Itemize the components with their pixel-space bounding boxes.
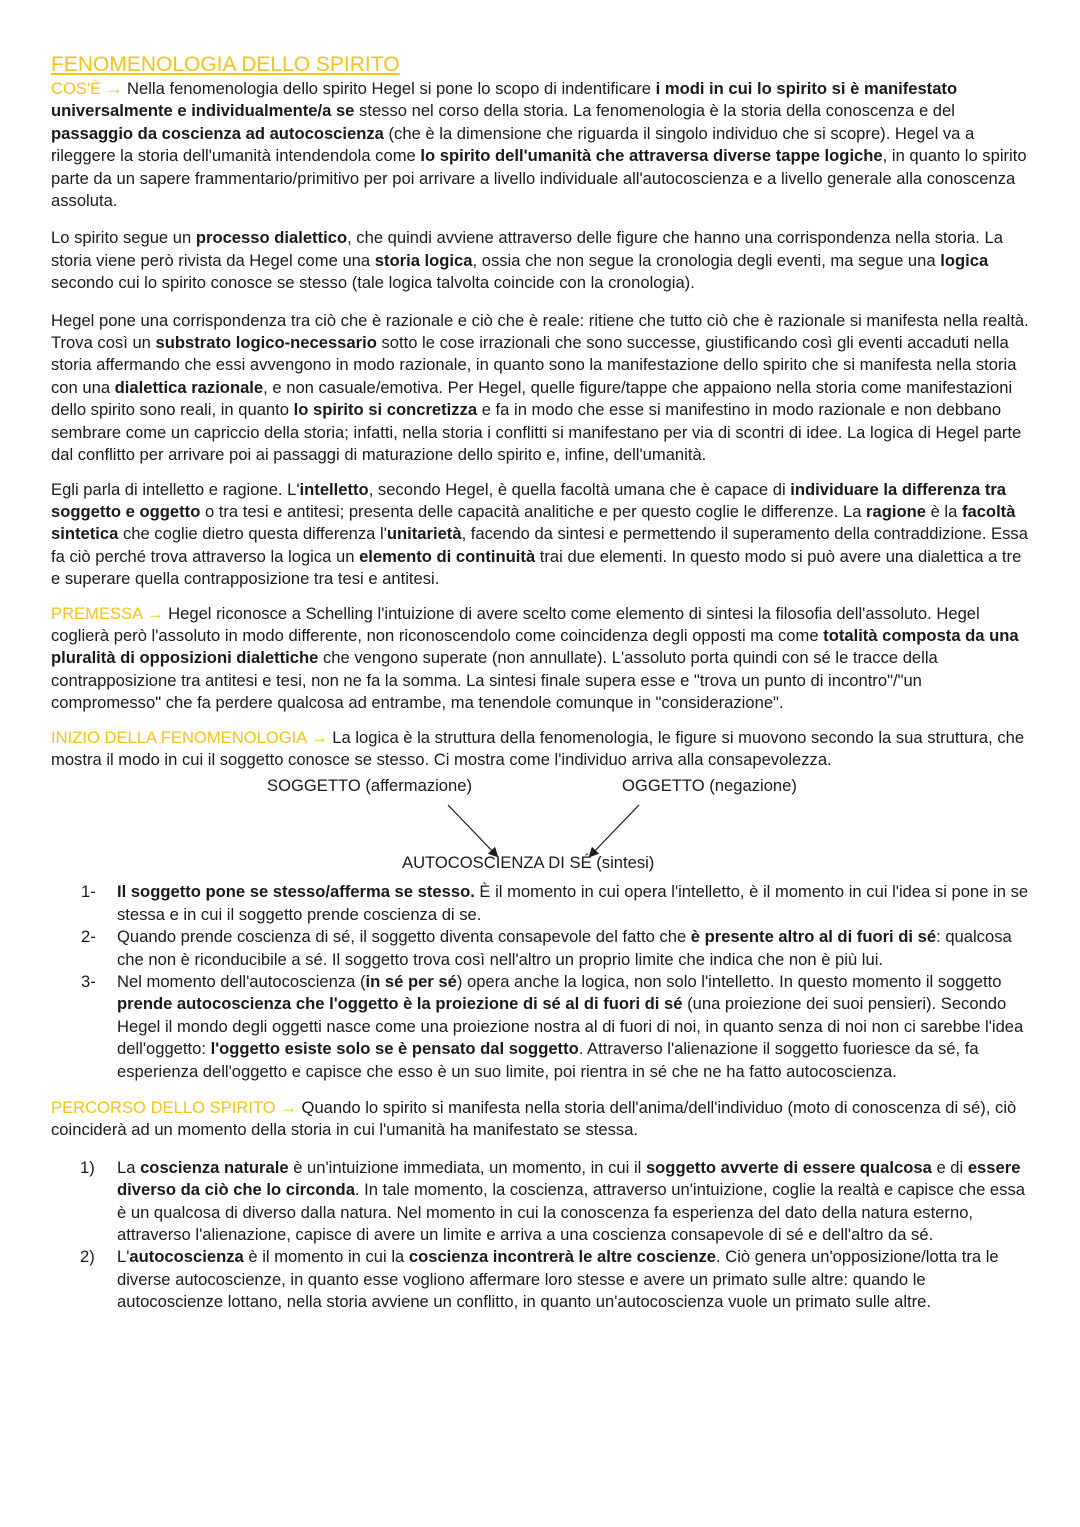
- section-header-percorso: PERCORSO DELLO SPIRITO →: [51, 1098, 297, 1118]
- section-percorso-spirito: PERCORSO DELLO SPIRITO → Quando lo spirito si manifesta nella storia dell'anima/dell'individuo (moto di conoscenza di sé), ciò coinciderà ad un momento della storia in cui l'umanità ha manifestato se stessa.: [51, 1098, 1017, 1140]
- arrow-icon: →: [142, 603, 164, 623]
- list-percorso: [51, 1157, 1030, 1314]
- arrow-icon: →: [101, 79, 123, 98]
- section-cose: COS'È → Nella fenomenologia dello spirito Hegel si pone lo scopo di indentificare i modi in cui lo spirito si è manifestato universalmente e individualmente/a se stesso nel corso della storia. La fenomenologia è la storia della conoscenza e del passaggio da coscienza ad autocoscienza (che è la dimensione che riguarda il singolo individuo che si scopre). Hegel va a rileggere la storia dell'umanità intendendola come lo spirito dell'umanità che attraversa diverse tappe logiche, in quanto lo spirito parte da un sapere frammentario/primitivo per poi arrivare a livello individuale all'autocoscienza e a livello generale alla conoscenza assoluta.: [51, 79, 1027, 211]
- arrow-subject-to-synthesis: [448, 805, 497, 856]
- paragraph-razionale-reale: Hegel pone una corrispondenza tra ciò che è razionale e ciò che è reale: ritiene che tutto ciò che è razionale si manifesta nella realtà. Trova così un substrato logico-necessario sotto le cose irrazionali che sono successe, giustificando così gli eventi accaduti nella storia affermando che essi avvengono in modo razionale, in quanto sono la manifestazione dello spirito che si manifesta nella storia con una dialettica razionale, e non casuale/emotiva. Per Hegel, quelle figure/tappe che appaiono nella storia come manifestazioni dello spirito sono reali, in quanto lo spirito si concretizza e fa in modo che esse si manifestino in modo razionale e non debbano sembrare come un capriccio della storia; infatti, nella storia i conflitti si manifestano per via di scontri di idee. La logica di Hegel parte dal conflitto per arrivare poi ai passaggi di maturazione dello spirito e, infine, dell'umanità.: [51, 310, 1029, 465]
- document-title: FENOMENOLOGIA DELLO SPIRITO: [51, 53, 400, 76]
- section-header-cose: COS'È →: [51, 79, 123, 98]
- paragraph-intelletto-ragione: Egli parla di intelletto e ragione. L'intelletto, secondo Hegel, è quella facoltà umana che è capace di individuare la differenza tra soggetto e oggetto o tra tesi e antitesi; presenta delle capacità analitiche e per questo coglie le differenze. La ragione è la facoltà sintetica che coglie dietro questa differenza l'unitarietà, facendo da sintesi e permettendo il superamento della contraddizione. Essa fa ciò perché trova attraverso la logica un elemento di continuità trai due elementi. In questo modo si può avere una dialettica a tre e superare quella contrapposizione tra tesi e antitesi.: [51, 479, 1028, 589]
- list-item: 2- Quando prende coscienza di sé, il soggetto diventa consapevole del fatto che è presente altro al di fuori di sé: qualcosa che non è riconducibile a sé. Il soggetto trova così nell'altro un proprio limite che indica che non è più lui.: [81, 927, 1012, 969]
- list-item: 1) La coscienza naturale è un'intuizione immediata, un momento, in cui il soggetto avverte di essere qualcosa e di essere diverso da ciò che lo circonda. In tale momento, la coscienza, attraverso un'intuizione, coglie la realtà e capisce che essa è un qualcosa di diverso dalla natura. Nel momento in cui la conoscenza fa esperienza del dato della natura esterno, attraverso l'alienazione, capisce di avere un limite e arriva a una coscienza consapevole di sé e dell'altro da sé.: [80, 1157, 1025, 1245]
- diagram-synthesis-label: AUTOCOSCIENZA DI SÉ (sintesi): [402, 853, 655, 873]
- arrow-icon: →: [306, 727, 328, 747]
- paragraph-processo-dialettico: Lo spirito segue un processo dialettico, che quindi avviene attraverso delle figure che hanno una corrispondenza nella storia. La storia viene però rivista da Hegel come una storia logica, ossia che non segue la cronologia degli eventi, ma segue una logica secondo cui lo spirito conosce se stesso (tale logica talvolta coincide con la cronologia).: [51, 228, 1003, 293]
- arrow-icon: →: [275, 1098, 297, 1118]
- list-item: 2) L'autocoscienza è il momento in cui la coscienza incontrerà le altre coscienze. Ciò genera un'opposizione/lotta tra le diverse autocoscienze, in quanto esse vogliono affermare loro stesse e avere un primato sulle altre: quando le autocoscienze lottano, nella storia avviene un conflitto, in quanto un'autocoscienza vuole un primato sulle altre.: [80, 1247, 999, 1312]
- arrow-object-to-synthesis: [590, 805, 639, 856]
- section-premessa: PREMESSA → Hegel riconosce a Schelling l'intuizione di avere scelto come elemento di sintesi la filosofia dell'assoluto. Hegel coglierà però l'assoluto in modo differente, non riconoscendolo come coincidenza degli opposti ma come totalità composta da una pluralità di opposizioni dialettiche che vengono superate (non annullate). L'assoluto porta quindi con sé le tracce della contrapposizione tra antitesi e tesi, non ne fa la somma. La sintesi finale supera esse e "trova un punto di incontro"/"un compromesso" che fa perdere qualcosa ad entrambe, ma tenendole comunque in "considerazione".: [51, 603, 1019, 713]
- diagram-subject-label: SOGGETTO (affermazione): [267, 776, 473, 796]
- list-item: 3- Nel momento dell'autocoscienza (in sé per sé) opera anche la logica, non solo l'intelletto. In questo momento il soggetto prende autocoscienza che l'oggetto è la proiezione di sé al di fuori di sé (una proiezione dei suoi pensieri). Secondo Hegel il mondo degli oggetti nasce come una proiezione nostra al di fuori di noi, in quanto senza di noi non ci sarebbe l'idea dell'oggetto: l'oggetto esiste solo se è pensato dal soggetto. Attraverso l'alienazione il soggetto fuoriesce da sé, fa esperienza dell'oggetto e capisce che esso è un suo limite, poi rientra in sé che ne ha fatto autocoscienza.: [81, 972, 1024, 1081]
- section-header-premessa: PREMESSA →: [51, 603, 164, 623]
- diagram-object-label: OGGETTO (negazione): [622, 776, 797, 796]
- list-momenti: [51, 881, 1030, 1083]
- section-inizio-fenomenologia: INIZIO DELLA FENOMENOLOGIA → La logica è la struttura della fenomenologia, le figure si muovono secondo la sua struttura, che mostra il modo in cui il soggetto conosce se stesso. Ci mostra come l'individuo arriva alla consapevolezza.: [51, 727, 1025, 769]
- list-item: 1- Il soggetto pone se stesso/afferma se stesso. È il momento in cui opera l'intelletto, è il momento in cui l'idea si pone in se stessa e in cui il soggetto prende coscienza di se.: [81, 882, 1029, 924]
- section-header-inizio: INIZIO DELLA FENOMENOLOGIA →: [51, 727, 328, 747]
- dialectic-diagram: [51, 773, 1030, 877]
